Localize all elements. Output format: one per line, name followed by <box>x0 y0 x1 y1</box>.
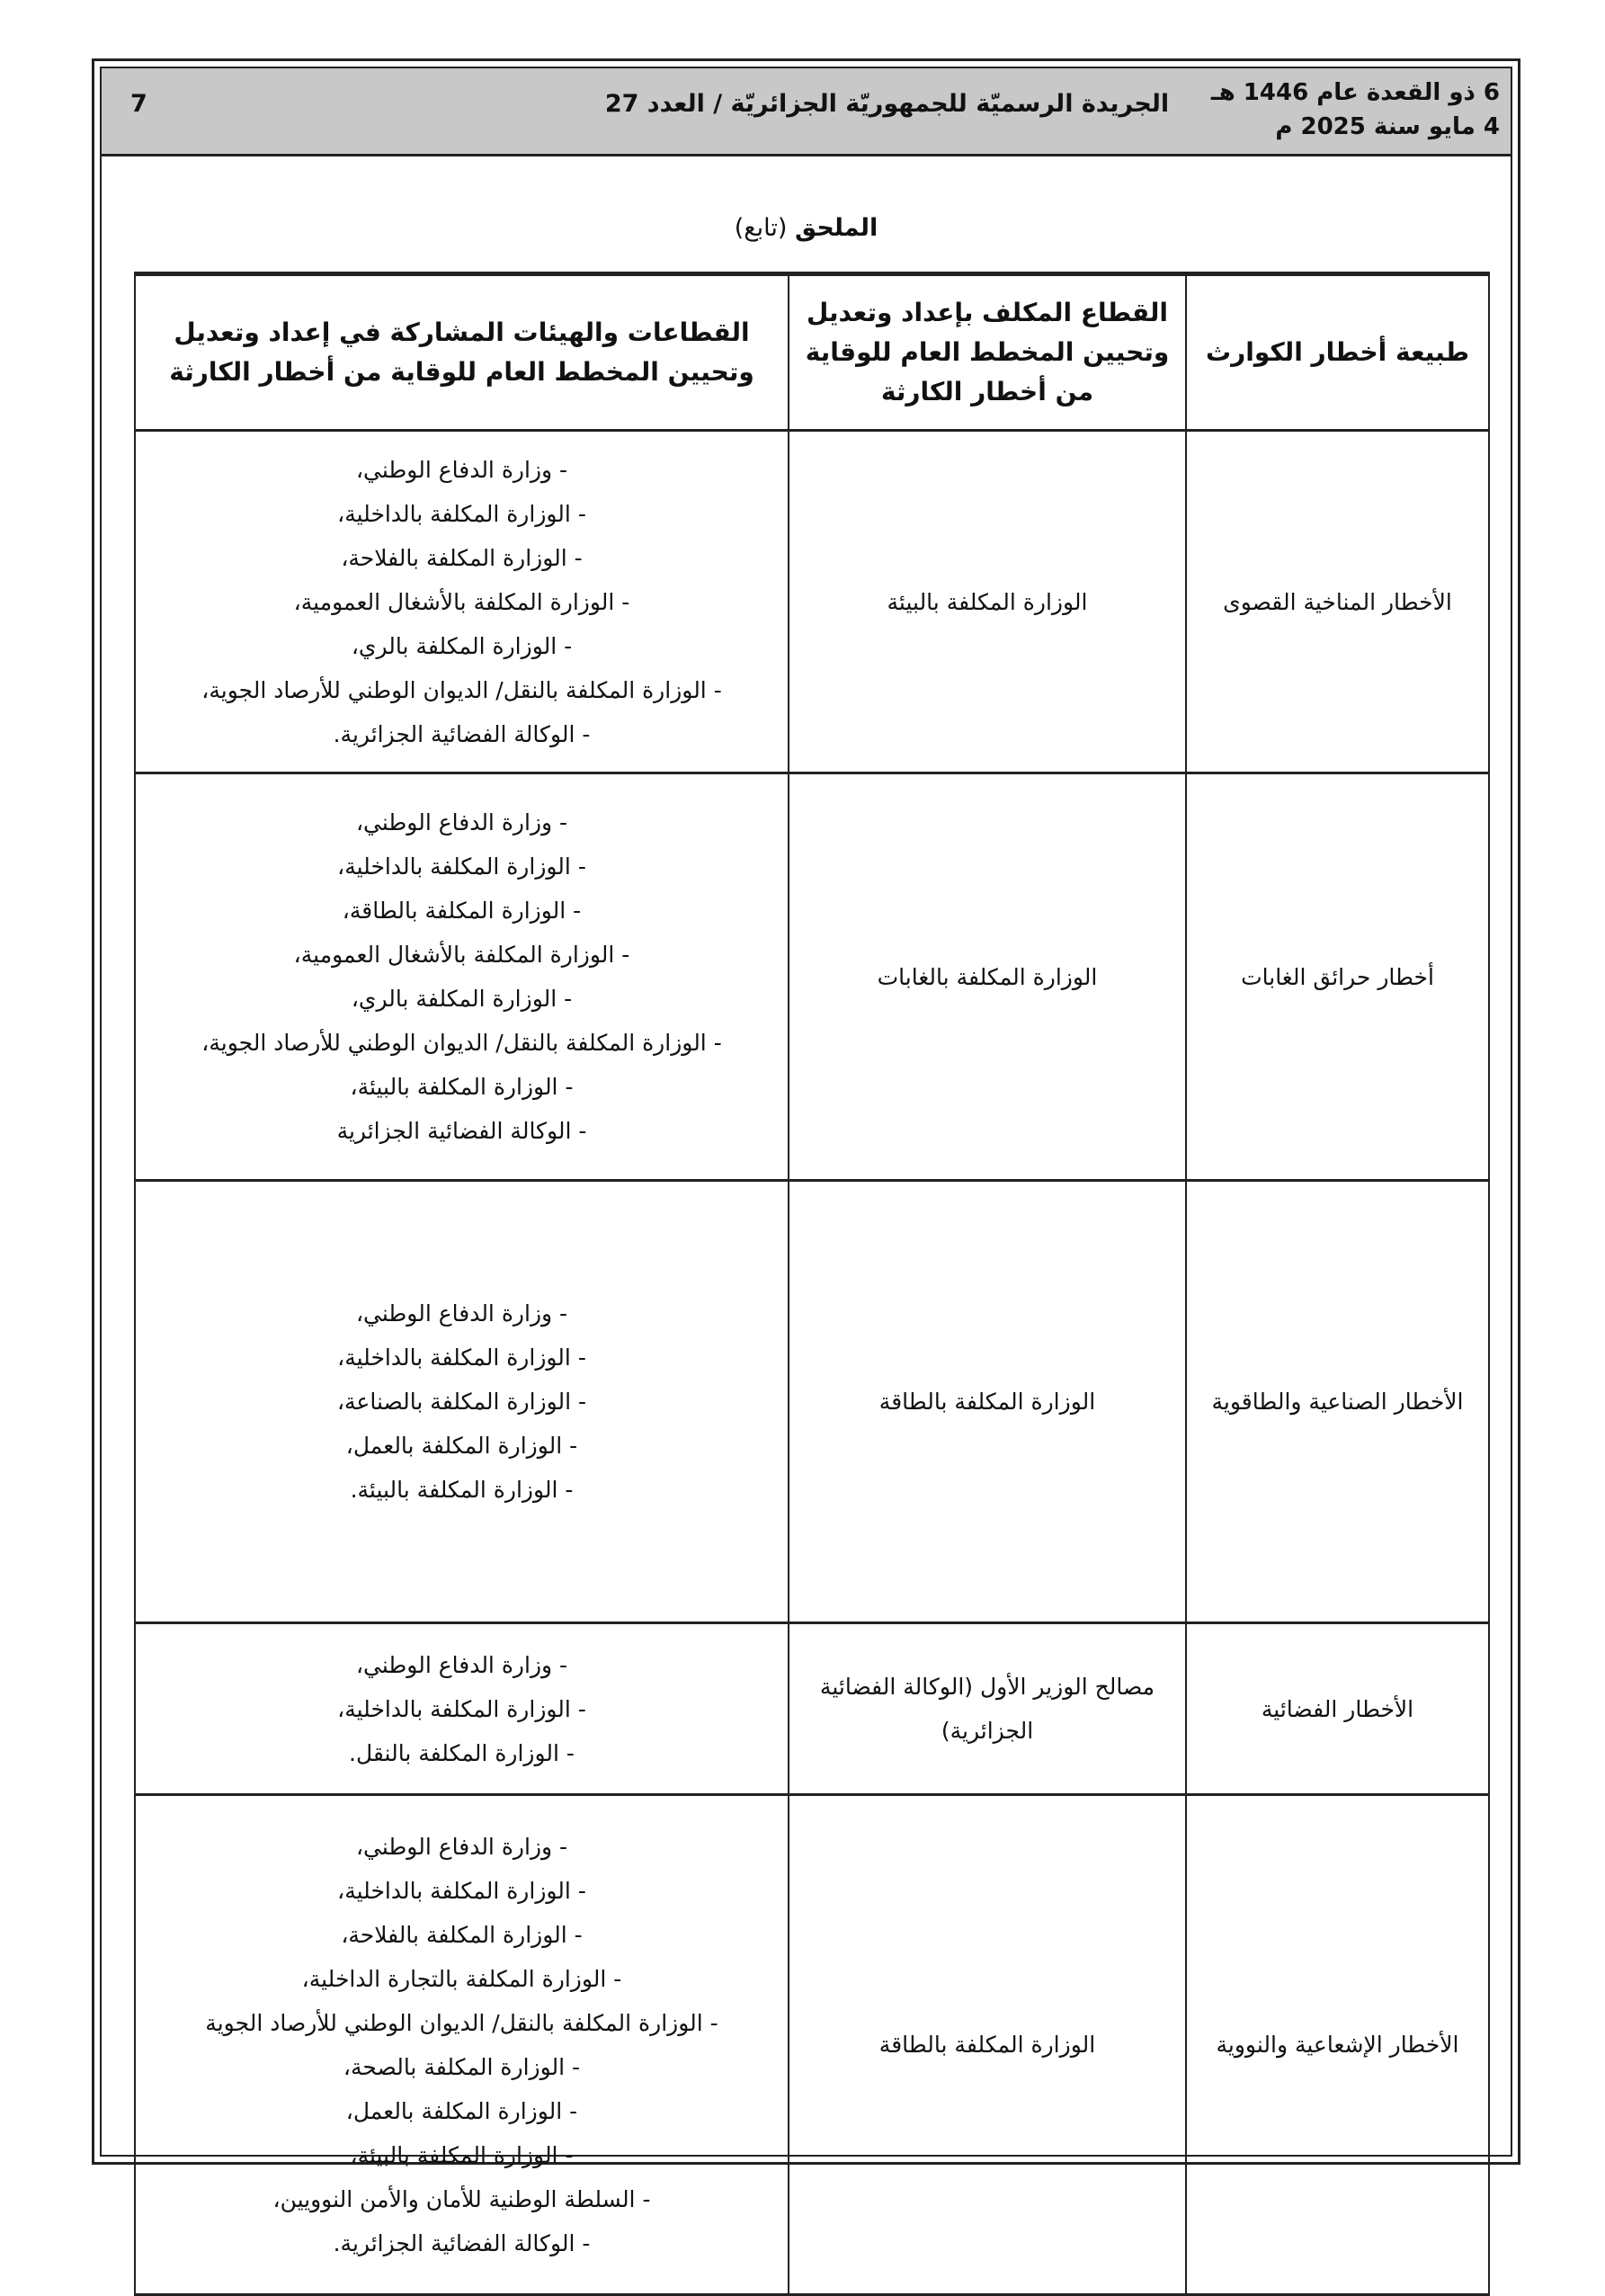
participant-item: - الوزارة المكلفة بالأشغال العمومية، <box>293 588 630 615</box>
participant-item: - الوزارة المكلفة بالبيئة، <box>350 2141 574 2168</box>
participant-item: - الوزارة المكلفة بالنقل/ الديوان الوطني للأرصاد الجوية، <box>201 1030 722 1056</box>
header-lead-sector: القطاع المكلف بإعداد وتعديل وتحيين المخطط العام للوقاية من أخطار الكارثة <box>789 274 1186 431</box>
participant-item: - الوزارة المكلفة بالفلاحة، <box>341 544 583 571</box>
lead-sector-cell: الوزارة المكلفة بالبيئة <box>789 431 1186 773</box>
participant-item: - وزارة الدفاع الوطني، <box>355 456 568 483</box>
table-header-row <box>135 274 1489 431</box>
participant-item: - الوزارة المكلفة بالنقل/ الديوان الوطني للأرصاد الجوية <box>205 2009 718 2036</box>
hazard-type-cell: الأخطار الصناعية والطاقوية <box>1186 1181 1489 1623</box>
participant-item: - الوزارة المكلفة بالطاقة، <box>342 898 582 924</box>
participants-cell <box>135 431 789 773</box>
gregorian-date: 4 مايو سنة 2025 م <box>1275 113 1500 140</box>
hazard-type-cell: أخطار حرائق الغابات <box>1186 773 1489 1181</box>
participant-item: - الوزارة المكلفة بالري، <box>351 632 573 659</box>
participant-item: - الوزارة المكلفة بالفلاحة، <box>341 1921 583 1948</box>
participant-item: - الوزارة المكلفة بالنقل. <box>349 1739 575 1766</box>
table-row <box>135 773 1489 1181</box>
table-row <box>135 1795 1489 2295</box>
participants-cell <box>135 773 789 1181</box>
annex-heading <box>102 214 1511 242</box>
participant-item: - الوزارة المكلفة بالري، <box>351 986 573 1012</box>
participant-item: - الوزارة المكلفة بالبيئة. <box>350 1477 574 1503</box>
participant-item: - الوزارة المكلفة بالأشغال العمومية، <box>293 942 630 968</box>
participant-item: - وزارة الدفاع الوطني، <box>355 1833 568 1860</box>
participant-item: - الوزارة المكلفة بالبيئة، <box>350 1074 574 1100</box>
header-participants: القطاعات والهيئات المشاركة في إعداد وتعديل وتحيين المخطط العام للوقاية من أخطار الكارثة <box>135 274 789 431</box>
annex-subtitle: (تابع) <box>734 214 788 242</box>
lead-sector-cell: الوزارة المكلفة بالطاقة <box>789 1181 1186 1623</box>
participant-item: - الوزارة المكلفة بالداخلية، <box>337 853 586 880</box>
participant-item: - الوكالة الفضائية الجزائرية. <box>333 720 591 747</box>
table-row <box>135 431 1489 773</box>
table-row <box>135 1623 1489 1795</box>
page-frame <box>92 58 1520 2256</box>
gazette-title: الجريدة الرسميّة للجمهوريّة الجزائريّة / العدد 27 <box>604 90 1170 118</box>
participant-item: - الوزارة المكلفة بالعمل، <box>345 1433 578 1459</box>
hazard-type-cell: الأخطار الفضائية <box>1186 1623 1489 1795</box>
participant-item: - الوزارة المكلفة بالتجارة الداخلية، <box>301 1965 622 1992</box>
participant-item: - وزارة الدفاع الوطني، <box>355 809 568 835</box>
participant-item: - الوزارة المكلفة بالداخلية، <box>337 500 586 527</box>
lead-sector-cell: الوزارة المكلفة بالطاقة <box>789 1795 1186 2295</box>
participant-item: - الوكالة الفضائية الجزائرية <box>336 1118 587 1144</box>
table-row <box>135 1181 1489 1623</box>
lead-sector-cell: مصالح الوزير الأول (الوكالة الفضائية الجزائرية) <box>789 1623 1186 1795</box>
participants-cell <box>135 1623 789 1795</box>
annex-title: الملحق <box>794 214 878 242</box>
participant-item: - الوزارة المكلفة بالداخلية، <box>337 1345 586 1371</box>
gazette-header <box>102 68 1511 156</box>
participant-item: - الوزارة المكلفة بالعمل، <box>345 2097 578 2124</box>
participant-item: - الوزارة المكلفة بالداخلية، <box>337 1695 586 1722</box>
participant-item: - السلطة الوطنية للأمان والأمن النوويين، <box>272 2185 651 2212</box>
hazard-type-cell: الأخطار المناخية القصوى <box>1186 431 1489 773</box>
hijri-date: 6 ذو القعدة عام 1446 هـ <box>1210 79 1500 106</box>
page-number: 7 <box>130 90 147 118</box>
participants-cell <box>135 1795 789 2295</box>
participant-item: - الوزارة المكلفة بالنقل/ الديوان الوطني للأرصاد الجوية، <box>201 676 722 703</box>
page-frame-inner <box>100 67 1512 2256</box>
participant-item: - الوزارة المكلفة بالصحة، <box>343 2053 581 2080</box>
hazards-table <box>134 272 1490 2296</box>
participant-item: - الوكالة الفضائية الجزائرية. <box>333 2229 591 2256</box>
participant-item: - الوزارة المكلفة بالصناعة، <box>336 1389 587 1415</box>
lead-sector-cell: الوزارة المكلفة بالغابات <box>789 773 1186 1181</box>
participant-item: - وزارة الدفاع الوطني، <box>355 1651 568 1678</box>
header-hazard-type: طبيعة أخطار الكوارث <box>1186 274 1489 431</box>
hazard-type-cell: الأخطار الإشعاعية والنووية <box>1186 1795 1489 2295</box>
participant-item: - وزارة الدفاع الوطني، <box>355 1300 568 1327</box>
participant-item: - الوزارة المكلفة بالداخلية، <box>337 1877 586 1904</box>
participants-cell <box>135 1181 789 1623</box>
